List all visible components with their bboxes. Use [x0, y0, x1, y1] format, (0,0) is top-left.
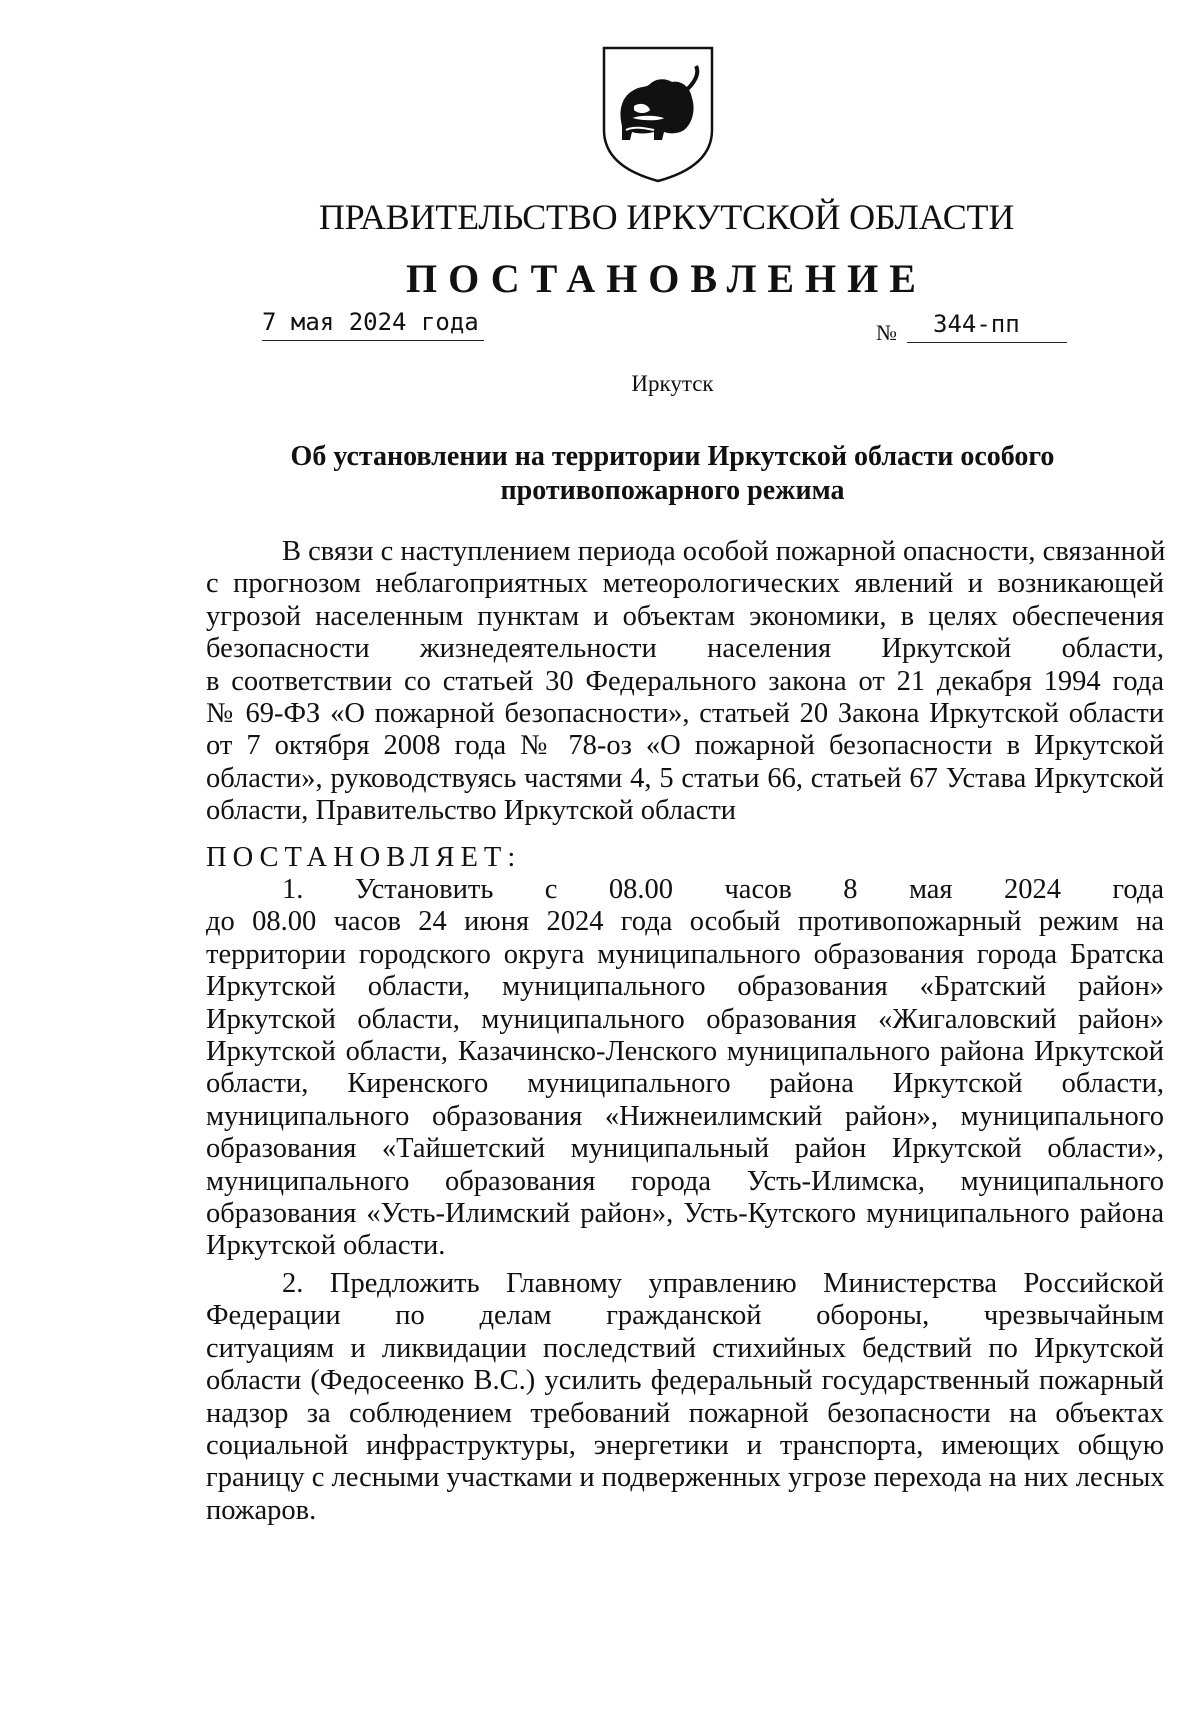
text-line: муниципального образования «Нижнеилимский район», муниципального: [206, 1100, 1164, 1132]
text-line: Федерации по делам гражданской обороны, чрезвычайным: [206, 1300, 1164, 1332]
decree-item-2: [206, 1268, 1164, 1527]
text-line: области, Правительство Иркутской области: [206, 795, 737, 827]
number-sign: №: [876, 320, 897, 345]
text-line: области (Федосеенко В.С.) усилить федеральный государственный пожарный: [206, 1365, 1164, 1397]
decree-date: 7 мая 2024 года: [262, 308, 484, 341]
decree-number: 344-пп: [907, 310, 1067, 343]
decree-item-1: [206, 874, 1164, 1263]
irkutsk-coat-of-arms-icon: [600, 44, 716, 184]
text-line: образования «Усть-Илимский район», Усть-Кутского муниципального района: [206, 1198, 1164, 1230]
text-line: области», руководствуясь частями 4, 5 статьи 66, статьей 67 Устава Иркутской: [206, 762, 1164, 794]
text-line: от 7 октября 2008 года № 78-оз «О пожарной безопасности в Иркутской: [206, 730, 1164, 762]
preamble-paragraph: [206, 536, 1164, 828]
text-line: безопасности жизнедеятельности населения Иркутской области,: [206, 633, 1164, 665]
text-line: области, Киренского муниципального района Иркутской области,: [206, 1068, 1164, 1100]
document-type-title: ПОСТАНОВЛЕНИЕ: [406, 256, 927, 301]
text-line: Иркутской области, муниципального образования «Братский район»: [206, 971, 1164, 1003]
text-line: границу с лесными участками и подверженных угрозе перехода на них лесных: [206, 1462, 1165, 1494]
decree-title-line: противопожарного режима: [500, 475, 845, 506]
decree-title: [0, 440, 1200, 508]
text-line: Иркутской области, муниципального образования «Жигаловский район»: [206, 1003, 1164, 1035]
text-line: ПОСТАНОВЛЯЕТ:: [206, 842, 522, 873]
text-line: в соответствии со статьей 30 Федерального закона от 21 декабря 1994 года: [206, 665, 1164, 697]
text-line: В связи с наступлением периода особой пожарной опасности, связанной: [282, 536, 1166, 567]
decree-title-line: Об установлении на территории Иркутской области особого: [290, 441, 1055, 472]
text-line: надзор за соблюдением требований пожарной безопасности на объектах: [206, 1397, 1164, 1429]
text-line: муниципального образования города Усть-Илимска, муниципального: [206, 1165, 1164, 1197]
text-line: территории городского округа муниципального образования города Братска: [206, 938, 1164, 970]
text-line: Иркутской области, Казачинско-Ленского муниципального района Иркутской: [206, 1036, 1164, 1068]
text-line: угрозой населенным пунктам и объектам экономики, в целях обеспечения: [206, 600, 1164, 632]
text-line: ситуациям и ликвидации последствий стихийных бедствий по Иркутской: [206, 1332, 1164, 1364]
text-line: 1. Установить с 08.00 часов 8 мая 2024 года: [282, 874, 1164, 905]
government-name: ПРАВИТЕЛЬСТВО ИРКУТСКОЙ ОБЛАСТИ: [318, 197, 1015, 237]
text-line: до 08.00 часов 24 июня 2024 года особый противопожарный режим на: [206, 906, 1164, 938]
text-line: с прогнозом неблагоприятных метеорологических явлений и возникающей: [206, 568, 1164, 600]
text-line: Иркутской области.: [206, 1230, 446, 1262]
text-line: пожаров.: [206, 1494, 317, 1526]
text-line: социальной инфраструктуры, энергетики и транспорта, имеющих общую: [206, 1430, 1164, 1462]
text-line: № 69-ФЗ «О пожарной безопасности», статьей 20 Закона Иркутской области: [206, 698, 1164, 730]
resolve-word: [206, 842, 1164, 874]
city-label: Иркутск: [631, 371, 714, 396]
text-line: 2. Предложить Главному управлению Министерства Российской: [282, 1268, 1164, 1299]
text-line: образования «Тайшетский муниципальный район Иркутской области»,: [206, 1133, 1164, 1165]
